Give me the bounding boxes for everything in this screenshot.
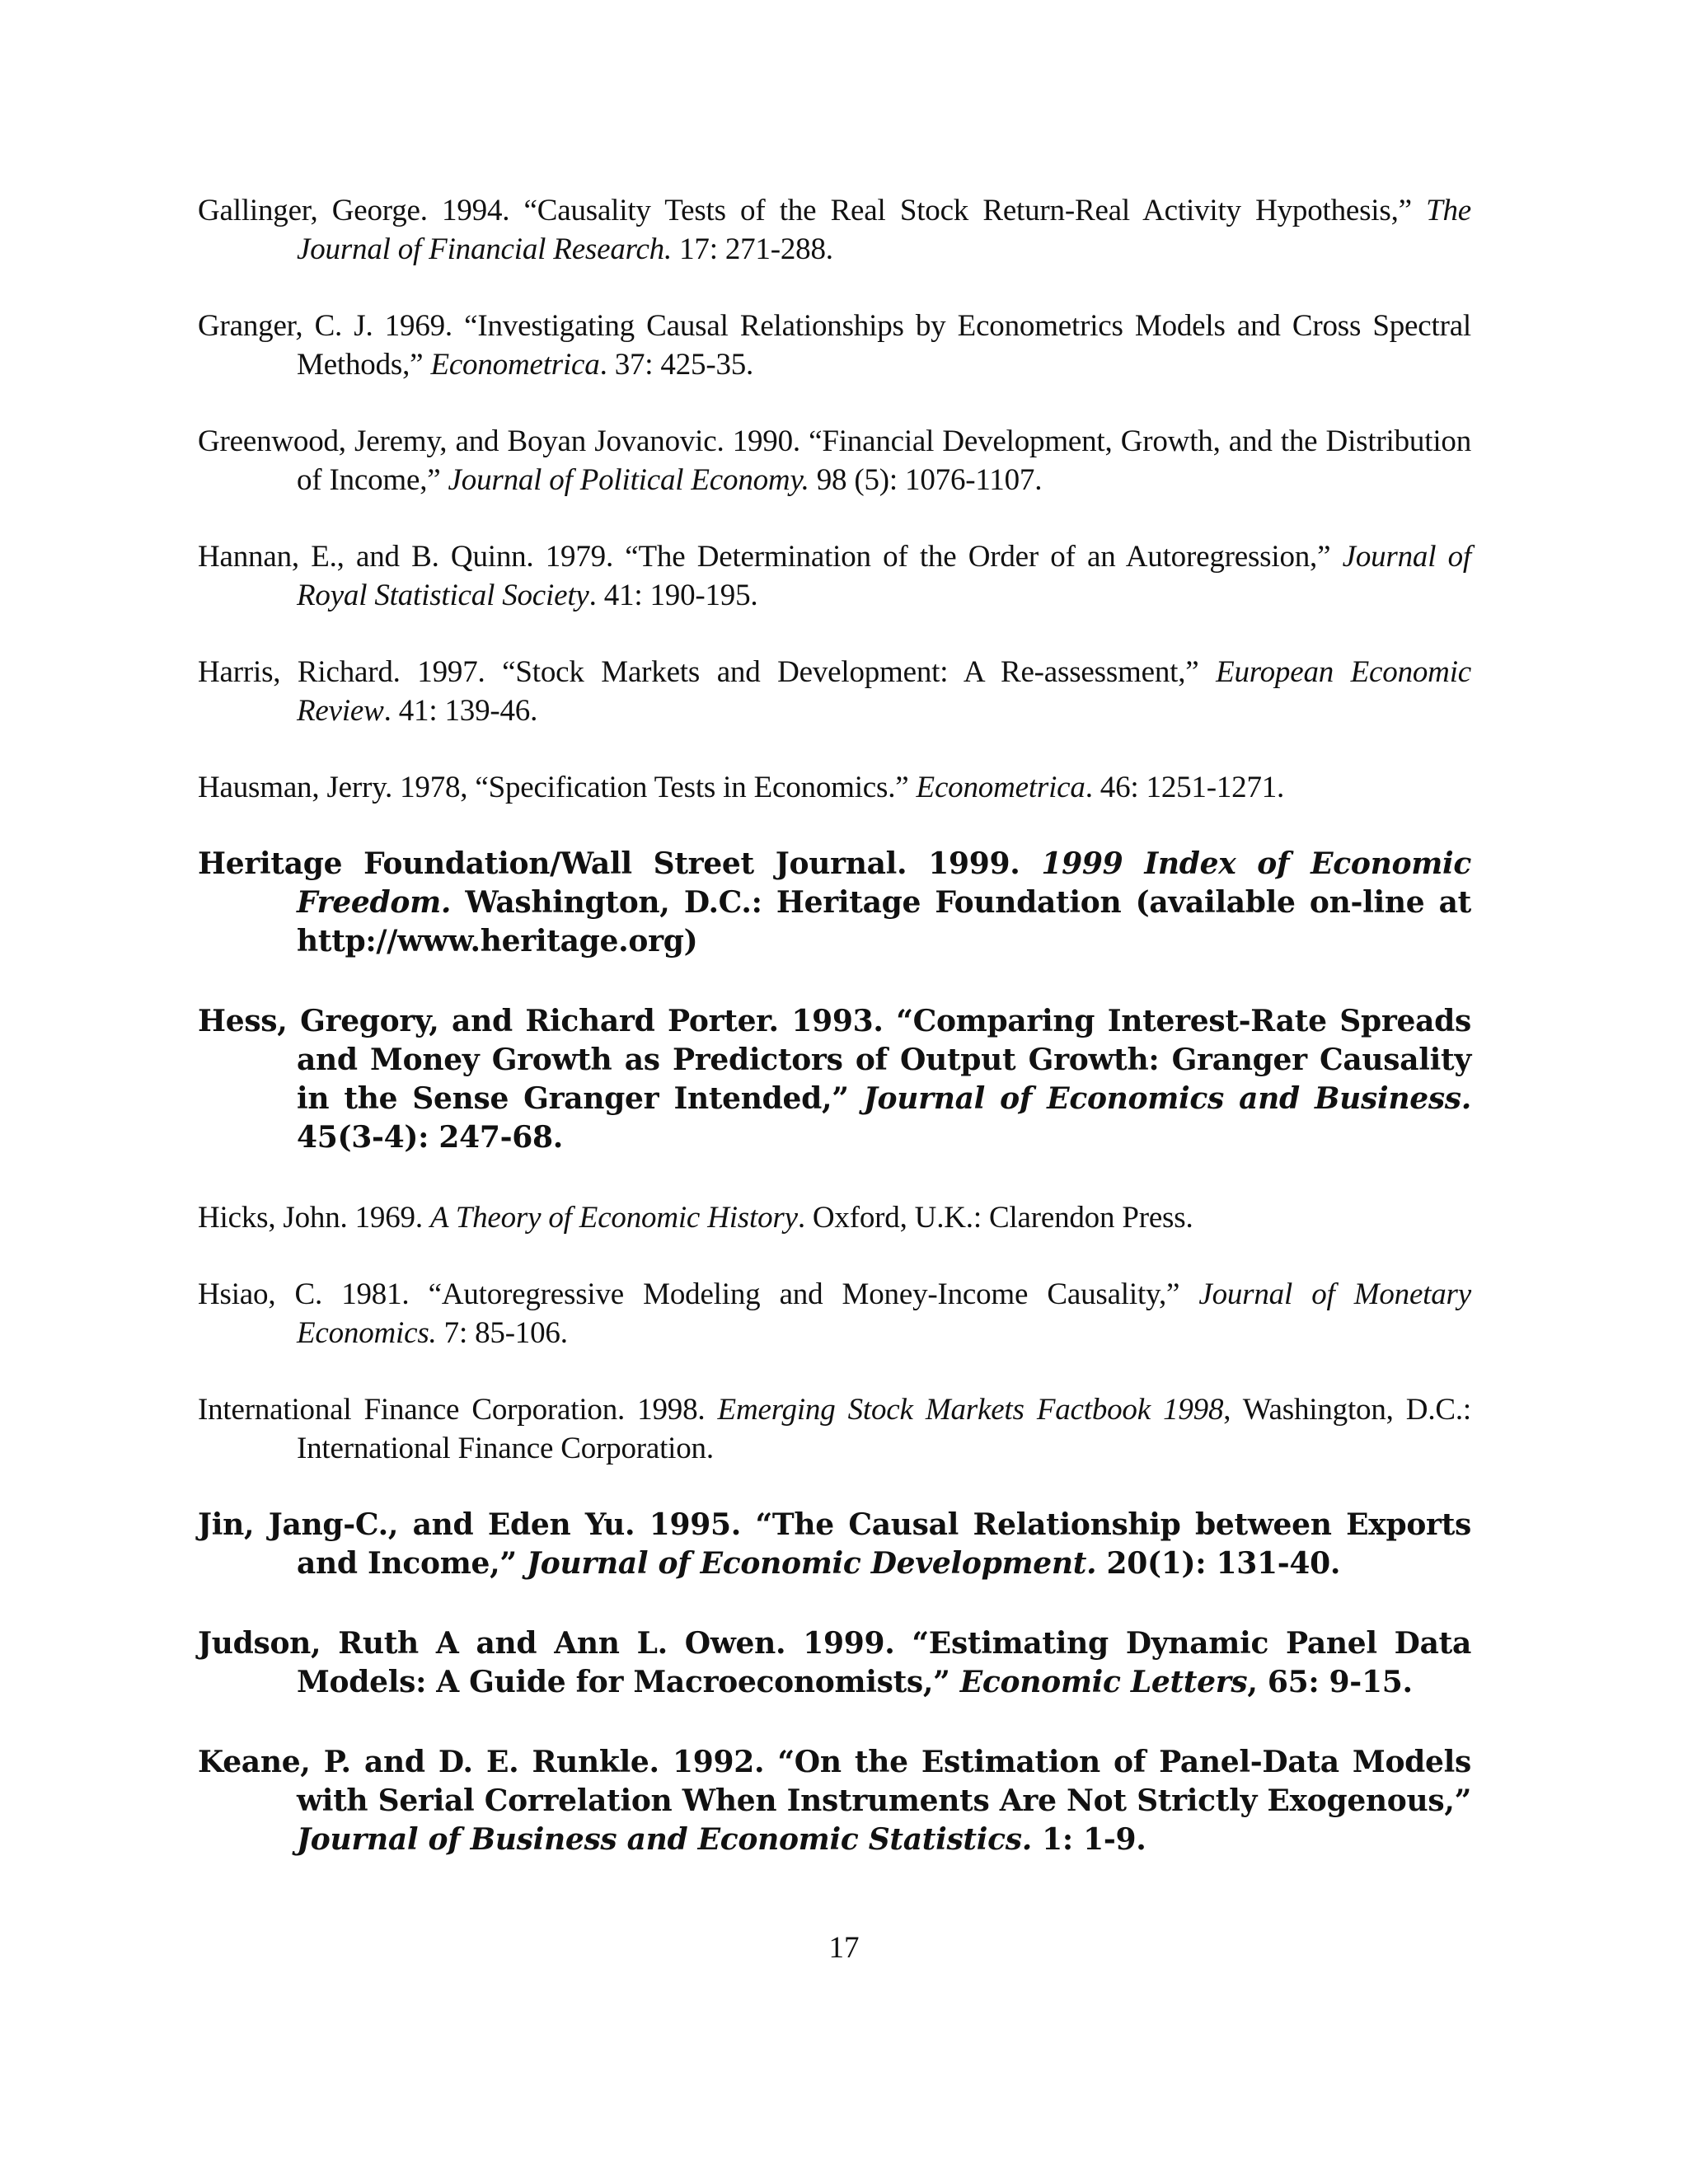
reference-text: Hsiao, C. 1981. “Autoregressive Modeling and Money-Income Causality,”	[198, 1277, 1199, 1311]
reference-gallinger-1994	[198, 191, 1471, 269]
reference-text: 17: 271-288.	[672, 232, 833, 266]
reference-text: Hess, Gregory, and Richard Porter. 1993. “Comparing Interest-Rate Spreads and Money Growth as Predictors of Output Growth: Granger Causality in the Sense Granger Intended,”	[198, 1004, 1471, 1116]
reference-hannan-1979	[198, 537, 1471, 615]
reference-text: , Washington, D.C.: International Finance Corporation.	[297, 1393, 1471, 1465]
reference-hicks-1969	[198, 1198, 1471, 1237]
reference-text: Judson, Ruth A and Ann L. Owen. 1999. “Estimating Dynamic Panel Data Models: A Guide for Macroeconomists,”	[198, 1626, 1471, 1699]
reference-hsiao-1981	[198, 1275, 1471, 1352]
reference-judson-1999	[198, 1624, 1471, 1702]
journal-title: Economic Letters	[959, 1665, 1248, 1699]
reference-text: Gallinger, George. 1994. “Causality Tests of the Real Stock Return-Real Activity Hypothesis,”	[198, 194, 1427, 227]
reference-text: 20(1): 131-40.	[1096, 1546, 1341, 1581]
journal-title: Journal of Royal Statistical Society	[297, 540, 1471, 612]
reference-text: . 46: 1251-1271.	[1085, 771, 1285, 804]
journal-title: Journal of Monetary Economics.	[297, 1277, 1471, 1350]
reference-text: . 41: 190-195.	[588, 579, 758, 612]
reference-list	[198, 191, 1471, 1900]
reference-hausman-1978	[198, 768, 1471, 807]
reference-text: Greenwood, Jeremy, and Boyan Jovanovic. 1990. “Financial Development, Growth, and the Distribution of Income,”	[198, 424, 1471, 497]
reference-text: . Oxford, U.K.: Clarendon Press.	[797, 1201, 1193, 1235]
journal-title: Journal of Economics and Business.	[863, 1081, 1471, 1116]
reference-text: Heritage Foundation/Wall Street Journal. 1999.	[198, 846, 1042, 881]
page-number: 17	[828, 1931, 860, 1965]
book-title: 1999 Index of Economic Freedom.	[297, 846, 1471, 920]
journal-title: Econometrica	[430, 348, 600, 382]
reference-text: . 41: 139-46.	[383, 694, 538, 728]
reference-text: Harris, Richard. 1997. “Stock Markets and Development: A Re-assessment,”	[198, 655, 1217, 689]
journal-title: Journal of Business and Economic Statistics.	[297, 1822, 1032, 1857]
reference-text: Hicks, John. 1969.	[198, 1201, 430, 1235]
book-title: A Theory of Economic History	[429, 1201, 798, 1235]
reference-jin-1995	[198, 1506, 1471, 1583]
reference-greenwood-1990	[198, 422, 1471, 499]
book-title: Emerging Stock Markets Factbook 1998	[717, 1393, 1224, 1427]
reference-text: 45(3-4): 247-68.	[297, 1120, 563, 1155]
reference-text: 1: 1-9.	[1031, 1822, 1146, 1857]
journal-title: European Economic Review	[297, 655, 1471, 728]
reference-keane-1992	[198, 1743, 1471, 1859]
journal-title: Journal of Political Economy.	[448, 463, 809, 497]
reference-text: International Finance Corporation. 1998.	[198, 1393, 718, 1427]
reference-text: , 65: 9-15.	[1247, 1665, 1413, 1699]
reference-text: Washington, D.C.: Heritage Foundation (available on-line at http://www.heritage.org)	[297, 885, 1471, 958]
reference-text: Granger, C. J. 1969. “Investigating Causal Relationships by Econometrics Models and Cross Spectral Methods,”	[198, 309, 1471, 382]
reference-text: Hannan, E., and B. Quinn. 1979. “The Determination of the Order of an Autoregression,”	[198, 540, 1343, 574]
reference-text: Jin, Jang-C., and Eden Yu. 1995. “The Causal Relationship between Exports and Income,”	[198, 1507, 1471, 1581]
reference-text: 98 (5): 1076-1107.	[809, 463, 1043, 497]
journal-title: Journal of Economic Development.	[527, 1546, 1097, 1581]
reference-granger-1969	[198, 307, 1471, 384]
journal-title: The Journal of Financial Research.	[297, 194, 1471, 266]
reference-text: 7: 85-106.	[436, 1316, 568, 1350]
reference-text: Hausman, Jerry. 1978, “Specification Tests in Economics.”	[198, 771, 917, 804]
reference-ifc-1998	[198, 1390, 1471, 1468]
reference-hess-1993	[198, 1002, 1471, 1157]
reference-text: Keane, P. and D. E. Runkle. 1992. “On the Estimation of Panel-Data Models with Serial Correlation When Instruments Are Not Strictly Exogenous,”	[198, 1745, 1471, 1818]
reference-harris-1997	[198, 653, 1471, 730]
reference-heritage-1999	[198, 845, 1471, 961]
journal-title: Econometrica	[916, 771, 1085, 804]
reference-text: . 37: 425-35.	[599, 348, 754, 382]
